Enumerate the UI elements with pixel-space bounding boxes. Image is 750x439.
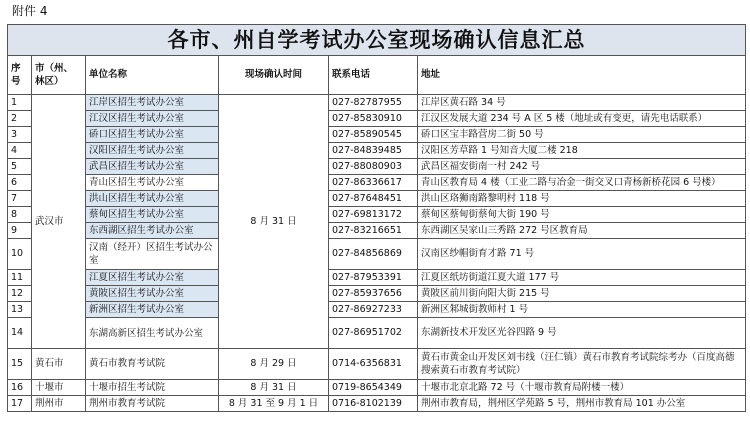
phone-number: 027-85890545 xyxy=(329,127,418,143)
phone-number: 027-88080903 xyxy=(329,159,418,175)
table-row xyxy=(8,239,746,270)
phone-number: 0716-8102139 xyxy=(329,396,418,412)
address: 青山区教育局 4 楼（工业二路与冶金一街交叉口青杨新桥花园 6 号楼） xyxy=(418,175,746,191)
phone-number: 0714-6356831 xyxy=(329,349,418,380)
unit-name: 武昌区招生考试办公室 xyxy=(86,159,219,175)
unit-name: 新洲区招生考试办公室 xyxy=(86,302,219,318)
table-row xyxy=(8,159,746,175)
table-row xyxy=(8,302,746,318)
row-number: 6 xyxy=(8,175,32,191)
phone-number: 027-86927233 xyxy=(329,302,418,318)
confirm-time: 8 月 31 日 xyxy=(219,380,329,396)
address: 硚口区宝丰路营房二街 50 号 xyxy=(418,127,746,143)
confirmation-table xyxy=(7,24,746,412)
address: 新洲区邾城街教师村 1 号 xyxy=(418,302,746,318)
address: 黄陂区前川街向阳大街 215 号 xyxy=(418,286,746,302)
address: 武昌区福安街南一村 242 号 xyxy=(418,159,746,175)
unit-name: 汉阳区招生考试办公室 xyxy=(86,143,219,159)
address: 黄石市黄金山开发区刘韦线（汪仁镇）黄石市教育考试院综考办（百度高德搜索黄石市教育考试院） xyxy=(418,349,746,380)
table-row xyxy=(8,95,746,111)
unit-name: 硚口区招生考试办公室 xyxy=(86,127,219,143)
phone-number: 027-84856869 xyxy=(329,239,418,270)
unit-name: 青山区招生考试办公室 xyxy=(86,175,219,191)
table-row xyxy=(8,111,746,127)
table-row xyxy=(8,143,746,159)
table-row xyxy=(8,349,746,380)
row-number: 12 xyxy=(8,286,32,302)
header-phone: 联系电话 xyxy=(329,56,418,95)
header-seq: 序号 xyxy=(8,56,32,95)
row-number: 4 xyxy=(8,143,32,159)
phone-number: 027-69813172 xyxy=(329,207,418,223)
unit-name: 黄石市教育考试院 xyxy=(86,349,219,380)
table-row xyxy=(8,175,746,191)
city-cell: 十堰市 xyxy=(32,380,86,396)
address: 江汉区发展大道 234 号 A 区 5 楼（地址或有变更，请先电话联系） xyxy=(418,111,746,127)
header-address: 地址 xyxy=(418,56,746,95)
phone-number: 027-85830910 xyxy=(329,111,418,127)
unit-name: 蔡甸区招生考试办公室 xyxy=(86,207,219,223)
row-number: 11 xyxy=(8,270,32,286)
unit-name: 十堰市招生考试院 xyxy=(86,380,219,396)
attachment-label: 附件 4 xyxy=(12,4,48,18)
table-row xyxy=(8,318,746,349)
unit-name: 汉南（经开）区招生考试办公室 xyxy=(86,239,219,270)
table-row xyxy=(8,207,746,223)
unit-name: 江夏区招生考试办公室 xyxy=(86,270,219,286)
phone-number: 027-83216651 xyxy=(329,223,418,239)
unit-name: 荆州市教育考试院 xyxy=(86,396,219,412)
address: 汉阳区芳草路 1 号知音大厦二楼 218 xyxy=(418,143,746,159)
row-number: 5 xyxy=(8,159,32,175)
address: 荆州市教育局，荆州区学苑路 5 号，荆州市教育局 101 办公室 xyxy=(418,396,746,412)
address: 十堰市北京北路 72 号（十堰市教育局附楼一楼） xyxy=(418,380,746,396)
row-number: 1 xyxy=(8,95,32,111)
table-row xyxy=(8,396,746,412)
address: 东湖新技术开发区光谷四路 9 号 xyxy=(418,318,746,349)
unit-name: 东西湖区招生考试办公室 xyxy=(86,223,219,239)
unit-name: 东湖高新区招生考试办公室 xyxy=(86,318,219,349)
header-time: 现场确认时间 xyxy=(219,56,329,95)
table-row xyxy=(8,270,746,286)
phone-number: 027-85937656 xyxy=(329,286,418,302)
row-number: 3 xyxy=(8,127,32,143)
header-city: 市（州、林区） xyxy=(32,56,86,95)
city-cell: 荆州市 xyxy=(32,396,86,412)
phone-number: 0719-8654349 xyxy=(329,380,418,396)
table-row xyxy=(8,286,746,302)
confirm-time: 8 月 31 至 9 月 1 日 xyxy=(219,396,329,412)
address: 蔡甸区蔡甸街蔡甸大街 190 号 xyxy=(418,207,746,223)
row-number: 9 xyxy=(8,223,32,239)
phone-number: 027-86336617 xyxy=(329,175,418,191)
address: 洪山区珞狮南路黎明村 118 号 xyxy=(418,191,746,207)
row-number: 17 xyxy=(8,396,32,412)
table-row xyxy=(8,223,746,239)
table-title: 各市、州自学考试办公室现场确认信息汇总 xyxy=(8,25,746,56)
row-number: 7 xyxy=(8,191,32,207)
phone-number: 027-87648451 xyxy=(329,191,418,207)
address: 江夏区纸坊街道江夏大道 177 号 xyxy=(418,270,746,286)
address: 东西湖区吴家山三秀路 272 号区教育局 xyxy=(418,223,746,239)
unit-name: 江岸区招生考试办公室 xyxy=(86,95,219,111)
city-cell: 黄石市 xyxy=(32,349,86,380)
confirm-time: 8 月 29 日 xyxy=(219,349,329,380)
phone-number: 027-86951702 xyxy=(329,318,418,349)
phone-number: 027-82787955 xyxy=(329,95,418,111)
table-row xyxy=(8,127,746,143)
row-number: 13 xyxy=(8,302,32,318)
confirm-time: 8 月 31 日 xyxy=(219,95,329,349)
header-unit: 单位名称 xyxy=(86,56,219,95)
unit-name: 洪山区招生考试办公室 xyxy=(86,191,219,207)
table-row xyxy=(8,380,746,396)
row-number: 2 xyxy=(8,111,32,127)
row-number: 16 xyxy=(8,380,32,396)
unit-name: 黄陂区招生考试办公室 xyxy=(86,286,219,302)
row-number: 14 xyxy=(8,318,32,349)
phone-number: 027-87953391 xyxy=(329,270,418,286)
row-number: 15 xyxy=(8,349,32,380)
table-row xyxy=(8,191,746,207)
address: 汉南区纱帽街育才路 71 号 xyxy=(418,239,746,270)
address: 江岸区黄石路 34 号 xyxy=(418,95,746,111)
row-number: 10 xyxy=(8,239,32,270)
row-number: 8 xyxy=(8,207,32,223)
unit-name: 江汉区招生考试办公室 xyxy=(86,111,219,127)
phone-number: 027-84839485 xyxy=(329,143,418,159)
city-cell: 武汉市 xyxy=(32,95,86,349)
